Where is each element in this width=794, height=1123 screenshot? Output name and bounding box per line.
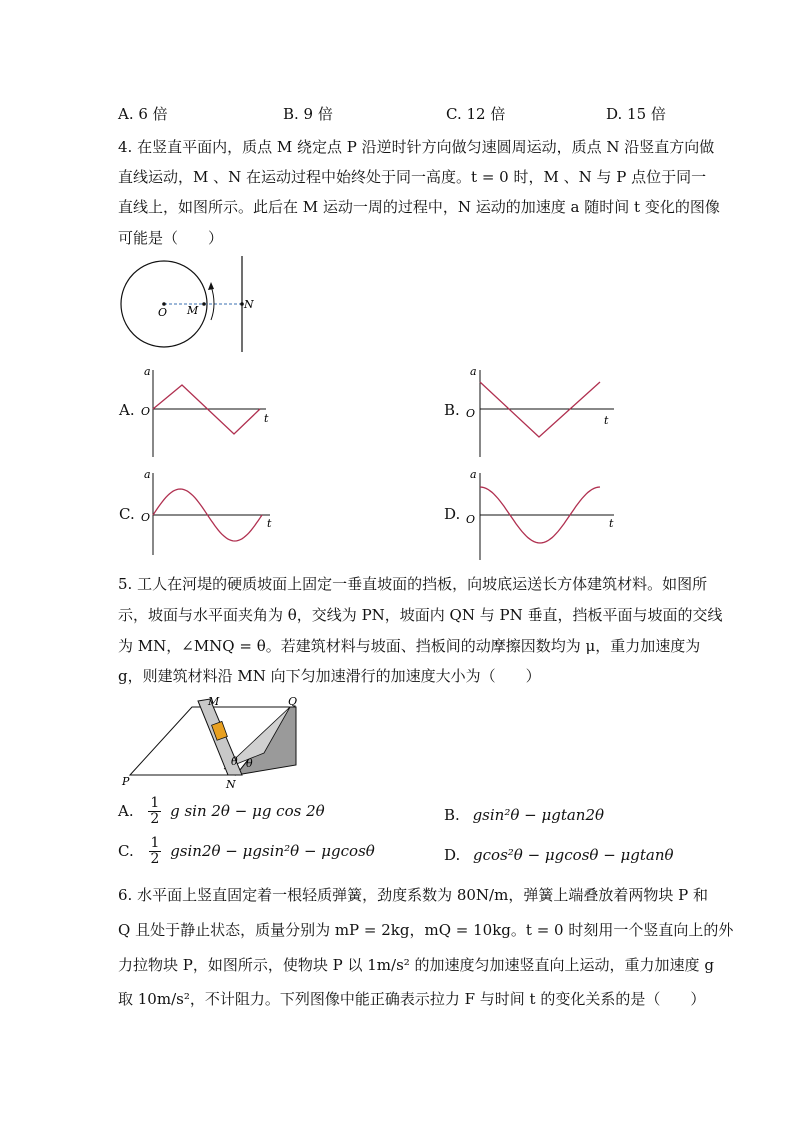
q5-line-3: 为 MN，∠MNQ = θ。若建筑材料与坡面、挡板间的动摩擦因数均为 μ，重力加速度为 — [118, 637, 701, 655]
q4c-axis-a: a — [144, 468, 151, 481]
q6-line-1: 6. 水平面上竖直固定着一根轻质弹簧，劲度系数为 80N/m，弹簧上端叠放着两物块 P 和 — [118, 886, 708, 904]
q5-slope-figure — [118, 693, 318, 793]
q5-label-p: P — [122, 775, 130, 788]
q6-line-3: 力拉物块 P，如图所示，使物块 P 以 1m/s² 的加速度匀加速竖直向上运动，重力加速度 g — [118, 956, 714, 974]
q4c-axis-t: t — [267, 517, 272, 530]
q5-option-c-fraction: $\frac{1}{2}$ — [150, 835, 160, 868]
q6-line-2: Q 且处于静止状态，质量分别为 mP = 2kg，mQ = 10kg。t = 0 时刻用一个竖直向上的外 — [118, 921, 734, 939]
q3-option-c: C. 12 倍 — [446, 105, 506, 123]
q4-option-d-label: D. — [444, 505, 461, 523]
q4-graph-c — [138, 465, 278, 565]
q4a-axis-t: t — [264, 412, 269, 425]
q5-label-theta-1: θ — [231, 755, 238, 768]
q5-line-1: 5. 工人在河堤的硬质坡面上固定一垂直坡面的挡板，向坡底运送长方体建筑材料。如图所 — [118, 575, 708, 593]
q4-circle-figure — [115, 252, 265, 356]
q4c-origin: O — [141, 511, 151, 524]
q5-option-c-label: C. — [118, 841, 134, 860]
q4d-axis-t: t — [609, 517, 614, 530]
q5-option-b-expr: gsin²θ − μgtan2θ — [472, 806, 605, 824]
q5-label-q: Q — [288, 695, 298, 708]
q5-line-2: 示，坡面与水平面夹角为 θ，交线为 PN，坡面内 QN 与 PN 垂直，挡板平面与坡面的交线 — [118, 606, 723, 624]
q5-option-b — [444, 806, 604, 824]
q4d-origin: O — [466, 513, 476, 526]
q5-label-n: N — [226, 778, 236, 791]
q5-line-4: g，则建筑材料沿 MN 向下匀加速滑行的加速度大小为（ ） — [118, 667, 541, 685]
q4-label-m: M — [187, 304, 199, 317]
q4-option-c-label: C. — [119, 505, 135, 523]
q4a-axis-a: a — [144, 365, 151, 378]
q4-line-2: 直线运动，M 、N 在运动过程中始终处于同一高度。t = 0 时，M 、N 与 P 点位于同一 — [118, 168, 707, 186]
q3-option-d: D. 15 倍 — [606, 105, 666, 123]
q4d-axis-a: a — [470, 468, 477, 481]
q4-graph-d — [464, 465, 624, 565]
q5-option-b-label: B. — [444, 806, 460, 824]
q4-line-1: 4. 在竖直平面内，质点 M 绕定点 P 沿逆时针方向做匀速圆周运动，质点 N 沿竖直方向做 — [118, 138, 715, 156]
q5-label-m: M — [208, 695, 220, 708]
q6-line-4: 取 10m/s²，不计阻力。下列图像中能正确表示拉力 F 与时间 t 的变化关系的是（ ） — [118, 990, 706, 1008]
q5-option-d-expr: gcos²θ − μgcosθ − μgtanθ — [473, 846, 674, 864]
q4b-axis-a: a — [470, 365, 477, 378]
q4-graph-b — [464, 362, 624, 462]
q3-option-b: B. 9 倍 — [283, 105, 333, 123]
q5-option-c — [118, 836, 375, 868]
q5-label-theta-2: θ — [246, 757, 253, 770]
q4-option-b-label: B. — [444, 401, 460, 419]
q5-option-a-fraction: $\frac{1}{2}$ — [150, 795, 160, 828]
q4-label-o: O — [158, 306, 168, 319]
q4b-axis-t: t — [604, 414, 609, 427]
q4-line-3: 直线上，如图所示。此后在 M 运动一周的过程中，N 运动的加速度 a 随时间 t 变化的图像 — [118, 198, 720, 216]
q4b-origin: O — [466, 407, 476, 420]
q5-option-a — [118, 796, 325, 828]
q4a-origin: O — [141, 405, 151, 418]
q5-option-d-label: D. — [444, 846, 461, 864]
q4-graph-a — [138, 362, 278, 462]
q5-option-d — [444, 846, 674, 864]
q4-label-n: N — [244, 298, 254, 311]
q5-option-a-expr: g sin 2θ − μg cos 2θ — [170, 801, 325, 820]
q4-line-4: 可能是（ ） — [118, 229, 224, 247]
q3-option-a: A. 6 倍 — [118, 105, 168, 123]
q5-option-c-expr: gsin2θ − μgsin²θ − μgcosθ — [170, 841, 375, 860]
q5-option-a-label: A. — [118, 801, 134, 820]
q4-option-a-label: A. — [119, 401, 135, 419]
